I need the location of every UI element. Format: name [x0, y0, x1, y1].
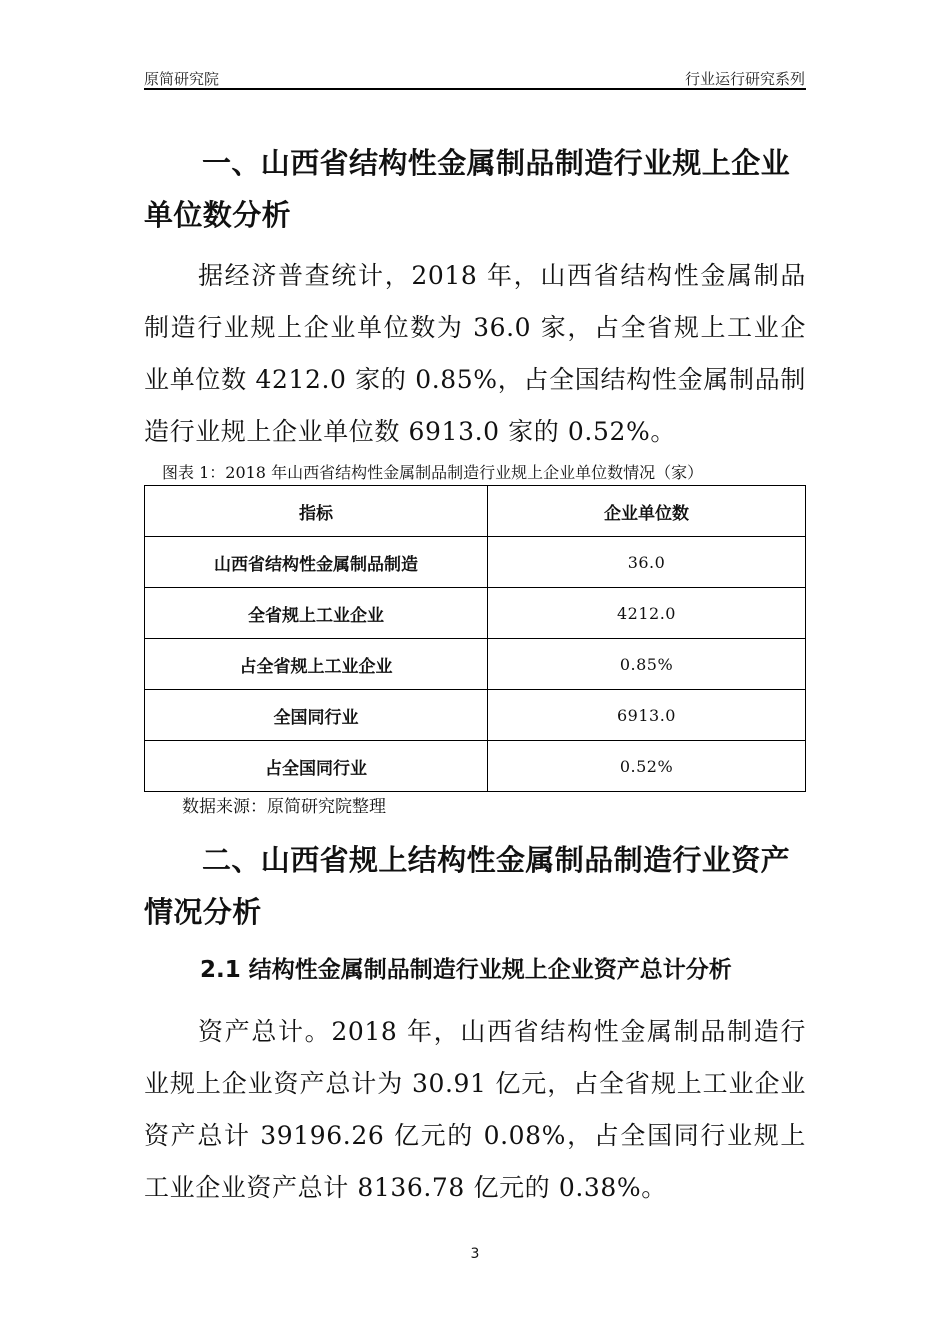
row-value: 6913.0 — [488, 690, 806, 741]
section2-paragraph: 资产总计。2018 年，山西省结构性金属制品制造行业规上企业资产总计为 30.91 亿元，占全省规上工业企业资产总计 39196.26 亿元的 0.08%，占全国同行业规上工业企业资产总计 8136.78 亿元的 0.38%。 — [144, 1017, 806, 1202]
row-label: 占全国同行业 — [145, 741, 488, 792]
row-value: 4212.0 — [488, 588, 806, 639]
table-row — [145, 537, 806, 588]
row-label: 山西省结构性金属制品制造 — [145, 537, 488, 588]
table-row — [145, 639, 806, 690]
row-label: 占全省规上工业企业 — [145, 639, 488, 690]
table-row — [145, 588, 806, 639]
section1-heading: 一、山西省结构性金属制品制造行业规上企业单位数分析 — [144, 146, 791, 232]
section2-subheading: 2.1 结构性金属制品制造行业规上企业资产总计分析 — [200, 957, 732, 983]
page-number: 3 — [470, 1246, 480, 1262]
column-header-unit-count: 企业单位数 — [488, 486, 806, 537]
table-row — [145, 690, 806, 741]
column-header-indicator: 指标 — [145, 486, 488, 537]
row-label: 全国同行业 — [145, 690, 488, 741]
header-series-title: 行业运行研究系列 — [684, 70, 805, 88]
table-header-row — [145, 486, 806, 537]
section1-paragraph: 据经济普查统计，2018 年，山西省结构性金属制品制造行业规上企业单位数为 36.0 家，占全省规上工业企业单位数 4212.0 家的 0.85%，占全国结构性金属制品制造行业规上企业单位数 6913.0 家的 0.52%。 — [144, 261, 806, 446]
unit-count-table — [144, 485, 806, 792]
row-label: 全省规上工业企业 — [145, 588, 488, 639]
row-value: 36.0 — [488, 537, 806, 588]
row-value: 0.85% — [488, 639, 806, 690]
table1-source-note: 数据来源：原简研究院整理 — [182, 797, 386, 817]
table-row — [145, 741, 806, 792]
header-divider — [144, 88, 806, 90]
table1-caption: 图表 1：2018 年山西省结构性金属制品制造行业规上企业单位数情况（家） — [162, 463, 704, 482]
row-value: 0.52% — [488, 741, 806, 792]
header-organization: 原简研究院 — [144, 70, 220, 88]
section2-heading: 二、山西省规上结构性金属制品制造行业资产情况分析 — [144, 843, 791, 929]
